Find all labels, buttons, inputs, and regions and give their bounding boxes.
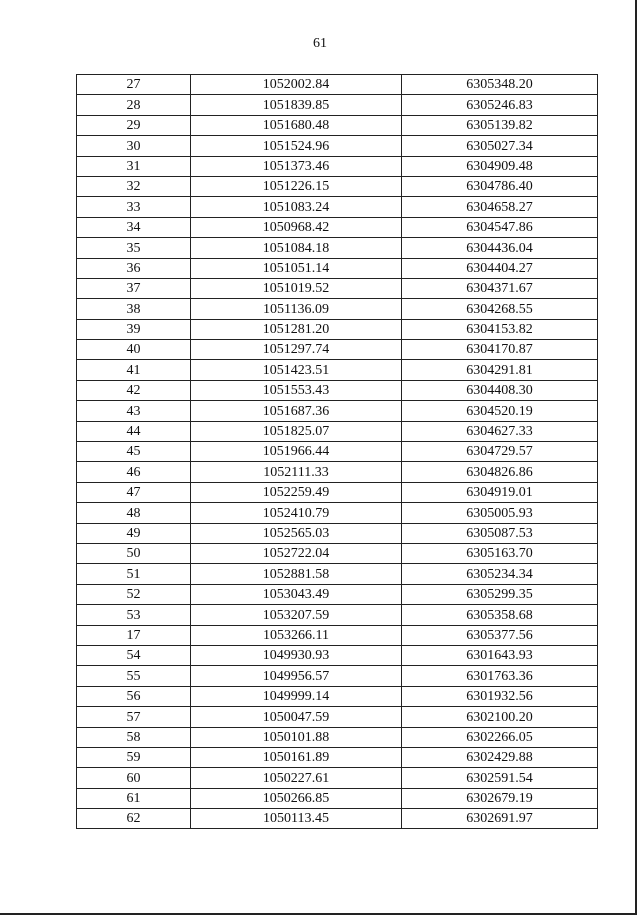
y-coordinate-cell: 6302429.88: [402, 747, 598, 767]
x-coordinate-cell: 1051281.20: [191, 319, 402, 339]
table-row: [77, 156, 598, 176]
x-coordinate-cell: 1052881.58: [191, 564, 402, 584]
table-row: [77, 482, 598, 502]
point-number-cell: 58: [77, 727, 191, 747]
x-coordinate-cell: 1053207.59: [191, 605, 402, 625]
x-coordinate-cell: 1052111.33: [191, 462, 402, 482]
table-row: [77, 523, 598, 543]
x-coordinate-cell: 1052002.84: [191, 75, 402, 95]
point-number-cell: 31: [77, 156, 191, 176]
y-coordinate-cell: 6305005.93: [402, 503, 598, 523]
point-number-cell: 35: [77, 238, 191, 258]
x-coordinate-cell: 1053266.11: [191, 625, 402, 645]
y-coordinate-cell: 6302691.97: [402, 809, 598, 829]
table-row: [77, 543, 598, 563]
table-row: [77, 360, 598, 380]
x-coordinate-cell: 1050968.42: [191, 217, 402, 237]
table-row: [77, 686, 598, 706]
x-coordinate-cell: 1050113.45: [191, 809, 402, 829]
x-coordinate-cell: 1052410.79: [191, 503, 402, 523]
y-coordinate-cell: 6305139.82: [402, 115, 598, 135]
point-number-cell: 59: [77, 747, 191, 767]
table-row: [77, 176, 598, 196]
table-row: [77, 727, 598, 747]
point-number-cell: 49: [77, 523, 191, 543]
y-coordinate-cell: 6305299.35: [402, 584, 598, 604]
point-number-cell: 42: [77, 380, 191, 400]
table-row: [77, 584, 598, 604]
table-row: [77, 278, 598, 298]
page-number: 61: [313, 36, 327, 51]
x-coordinate-cell: 1051226.15: [191, 176, 402, 196]
point-number-cell: 60: [77, 768, 191, 788]
x-coordinate-cell: 1050047.59: [191, 707, 402, 727]
table-row: [77, 625, 598, 645]
point-number-cell: 40: [77, 340, 191, 360]
table-row: [77, 197, 598, 217]
x-coordinate-cell: 1052722.04: [191, 543, 402, 563]
table-row: [77, 258, 598, 278]
point-number-cell: 37: [77, 278, 191, 298]
x-coordinate-cell: 1050227.61: [191, 768, 402, 788]
point-number-cell: 27: [77, 75, 191, 95]
point-number-cell: 17: [77, 625, 191, 645]
point-number-cell: 28: [77, 95, 191, 115]
x-coordinate-cell: 1051019.52: [191, 278, 402, 298]
point-number-cell: 32: [77, 176, 191, 196]
x-coordinate-cell: 1050161.89: [191, 747, 402, 767]
table-row: [77, 462, 598, 482]
point-number-cell: 30: [77, 136, 191, 156]
table-row: [77, 768, 598, 788]
x-coordinate-cell: 1051553.43: [191, 380, 402, 400]
point-number-cell: 57: [77, 707, 191, 727]
y-coordinate-cell: 6304408.30: [402, 380, 598, 400]
point-number-cell: 43: [77, 401, 191, 421]
coordinates-table: [76, 74, 598, 829]
y-coordinate-cell: 6304520.19: [402, 401, 598, 421]
table-row: [77, 747, 598, 767]
point-number-cell: 56: [77, 686, 191, 706]
table-row: [77, 75, 598, 95]
x-coordinate-cell: 1051966.44: [191, 442, 402, 462]
point-number-cell: 55: [77, 666, 191, 686]
point-number-cell: 54: [77, 645, 191, 665]
point-number-cell: 44: [77, 421, 191, 441]
y-coordinate-cell: 6304404.27: [402, 258, 598, 278]
y-coordinate-cell: 6301643.93: [402, 645, 598, 665]
y-coordinate-cell: 6305358.68: [402, 605, 598, 625]
x-coordinate-cell: 1049999.14: [191, 686, 402, 706]
table-row: [77, 380, 598, 400]
table-row: [77, 319, 598, 339]
table-row: [77, 809, 598, 829]
point-number-cell: 36: [77, 258, 191, 278]
y-coordinate-cell: 6304153.82: [402, 319, 598, 339]
table-row: [77, 95, 598, 115]
x-coordinate-cell: 1051051.14: [191, 258, 402, 278]
x-coordinate-cell: 1051373.46: [191, 156, 402, 176]
point-number-cell: 45: [77, 442, 191, 462]
table-row: [77, 605, 598, 625]
y-coordinate-cell: 6305246.83: [402, 95, 598, 115]
coordinates-table-body: [77, 75, 598, 829]
x-coordinate-cell: 1051680.48: [191, 115, 402, 135]
y-coordinate-cell: 6305163.70: [402, 543, 598, 563]
y-coordinate-cell: 6302100.20: [402, 707, 598, 727]
y-coordinate-cell: 6304909.48: [402, 156, 598, 176]
y-coordinate-cell: 6302679.19: [402, 788, 598, 808]
y-coordinate-cell: 6304786.40: [402, 176, 598, 196]
x-coordinate-cell: 1053043.49: [191, 584, 402, 604]
x-coordinate-cell: 1050101.88: [191, 727, 402, 747]
table-row: [77, 340, 598, 360]
table-row: [77, 503, 598, 523]
y-coordinate-cell: 6305377.56: [402, 625, 598, 645]
y-coordinate-cell: 6304170.87: [402, 340, 598, 360]
x-coordinate-cell: 1051839.85: [191, 95, 402, 115]
point-number-cell: 47: [77, 482, 191, 502]
table-row: [77, 788, 598, 808]
table-row: [77, 707, 598, 727]
y-coordinate-cell: 6301763.36: [402, 666, 598, 686]
table-row: [77, 564, 598, 584]
y-coordinate-cell: 6305234.34: [402, 564, 598, 584]
table-row: [77, 442, 598, 462]
table-row: [77, 645, 598, 665]
y-coordinate-cell: 6304547.86: [402, 217, 598, 237]
table-row: [77, 666, 598, 686]
x-coordinate-cell: 1051083.24: [191, 197, 402, 217]
x-coordinate-cell: 1051423.51: [191, 360, 402, 380]
point-number-cell: 50: [77, 543, 191, 563]
y-coordinate-cell: 6304729.57: [402, 442, 598, 462]
point-number-cell: 48: [77, 503, 191, 523]
point-number-cell: 34: [77, 217, 191, 237]
y-coordinate-cell: 6302266.05: [402, 727, 598, 747]
x-coordinate-cell: 1052565.03: [191, 523, 402, 543]
table-row: [77, 115, 598, 135]
y-coordinate-cell: 6304919.01: [402, 482, 598, 502]
x-coordinate-cell: 1051297.74: [191, 340, 402, 360]
x-coordinate-cell: 1051825.07: [191, 421, 402, 441]
point-number-cell: 52: [77, 584, 191, 604]
table-row: [77, 421, 598, 441]
table-row: [77, 238, 598, 258]
x-coordinate-cell: 1051084.18: [191, 238, 402, 258]
table-row: [77, 136, 598, 156]
x-coordinate-cell: 1049930.93: [191, 645, 402, 665]
y-coordinate-cell: 6305348.20: [402, 75, 598, 95]
point-number-cell: 41: [77, 360, 191, 380]
point-number-cell: 29: [77, 115, 191, 135]
point-number-cell: 39: [77, 319, 191, 339]
x-coordinate-cell: 1049956.57: [191, 666, 402, 686]
y-coordinate-cell: 6305087.53: [402, 523, 598, 543]
table-row: [77, 299, 598, 319]
point-number-cell: 46: [77, 462, 191, 482]
y-coordinate-cell: 6304658.27: [402, 197, 598, 217]
point-number-cell: 33: [77, 197, 191, 217]
point-number-cell: 61: [77, 788, 191, 808]
y-coordinate-cell: 6304436.04: [402, 238, 598, 258]
x-coordinate-cell: 1051136.09: [191, 299, 402, 319]
y-coordinate-cell: 6301932.56: [402, 686, 598, 706]
y-coordinate-cell: 6304268.55: [402, 299, 598, 319]
x-coordinate-cell: 1051687.36: [191, 401, 402, 421]
y-coordinate-cell: 6302591.54: [402, 768, 598, 788]
table-row: [77, 401, 598, 421]
y-coordinate-cell: 6304291.81: [402, 360, 598, 380]
y-coordinate-cell: 6305027.34: [402, 136, 598, 156]
table-row: [77, 217, 598, 237]
x-coordinate-cell: 1052259.49: [191, 482, 402, 502]
point-number-cell: 53: [77, 605, 191, 625]
x-coordinate-cell: 1050266.85: [191, 788, 402, 808]
y-coordinate-cell: 6304371.67: [402, 278, 598, 298]
point-number-cell: 51: [77, 564, 191, 584]
y-coordinate-cell: 6304826.86: [402, 462, 598, 482]
point-number-cell: 62: [77, 809, 191, 829]
y-coordinate-cell: 6304627.33: [402, 421, 598, 441]
x-coordinate-cell: 1051524.96: [191, 136, 402, 156]
point-number-cell: 38: [77, 299, 191, 319]
